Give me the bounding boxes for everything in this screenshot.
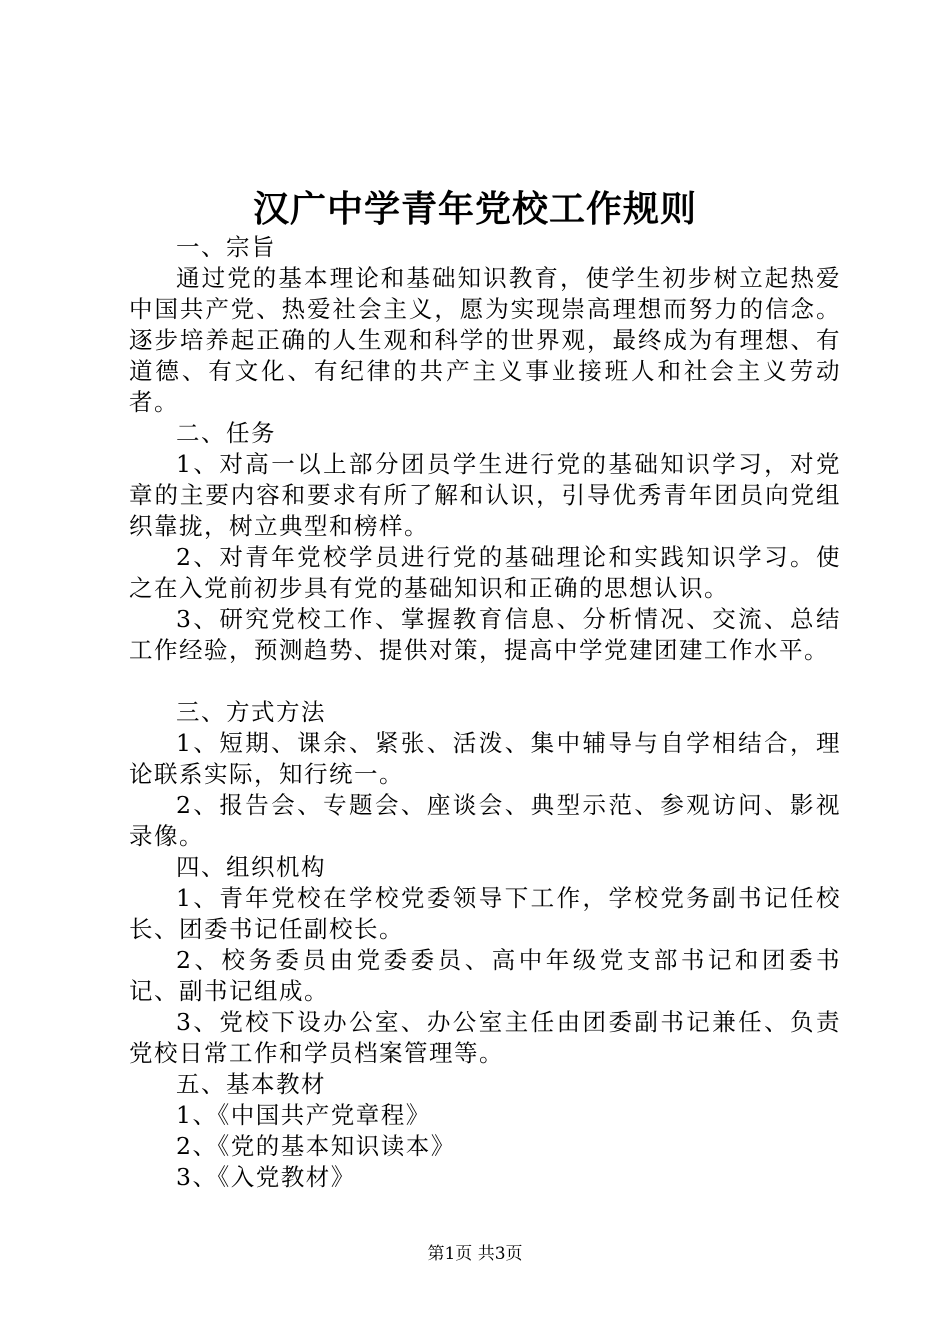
list-item: 3、《入党教材》	[176, 1163, 356, 1191]
paragraph: 1、对高一以上部分团员学生进行党的基础知识学习，对党章的主要内容和要求有所了解和认识，引导优秀青年团员向党组织靠拢，树立典型和榜样。	[129, 450, 841, 540]
paragraph: 1、青年党校在学校党委领导下工作，学校党务副书记任校长、团委书记任副校长。	[129, 884, 841, 943]
paragraph: 2、校务委员由党委委员、高中年级党支部书记和团委书记、副书记组成。	[129, 946, 841, 1005]
paragraph: 3、研究党校工作、掌握教育信息、分析情况、交流、总结工作经验，预测趋势、提供对策，提高中学党建团建工作水平。	[129, 605, 841, 664]
paragraph: 3、党校下设办公室、办公室主任由团委副书记兼任、负责党校日常工作和学员档案管理等。	[129, 1008, 841, 1067]
list-item: 2、《党的基本知识读本》	[176, 1132, 456, 1160]
section-heading: 五、基本教材	[176, 1070, 326, 1098]
list-item: 1、《中国共产党章程》	[176, 1101, 431, 1129]
paragraph: 通过党的基本理论和基础知识教育，使学生初步树立起热爱中国共产党、热爱社会主义，愿为实现崇高理想而努力的信念。逐步培养起正确的人生观和科学的世界观，最终成为有理想、有道德、有文化、有纪律的共产主义事业接班人和社会主义劳动者。	[129, 264, 841, 416]
paragraph: 2、报告会、专题会、座谈会、典型示范、参观访问、影视录像。	[129, 791, 841, 850]
document-body	[129, 232, 841, 1193]
section-heading: 三、方式方法	[176, 698, 326, 726]
section-heading: 四、组织机构	[176, 853, 326, 881]
section-heading: 一、宗旨	[176, 233, 276, 261]
page-indicator: 第1页 共3页	[427, 1244, 523, 1264]
paragraph: 1、短期、课余、紧张、活泼、集中辅导与自学相结合，理论联系实际，知行统一。	[129, 729, 841, 788]
document-title: 汉广中学青年党校工作规则	[252, 188, 697, 230]
paragraph: 2、对青年党校学员进行党的基础理论和实践知识学习。使之在入党前初步具有党的基础知识和正确的思想认识。	[129, 543, 841, 602]
section-heading: 二、任务	[176, 419, 276, 447]
